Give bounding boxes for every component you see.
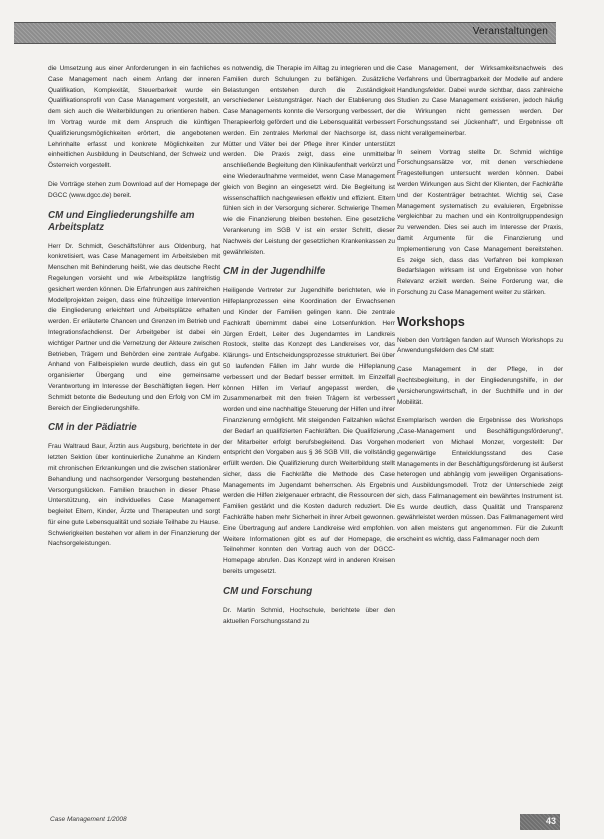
column-left	[48, 64, 220, 558]
paragraph: Herr Dr. Schmidt, Geschäftsführer aus Oldenburg, hat konkretisiert, was Case Management im Arbeitsleben mit Menschen mit Behinderung heißt, wie das deutsche Recht Regelungen vorsieht und wie Arbeitsplätze langfristig gesichert werden können. Die Erfahrungen aus zahlreichen Modellprojekten zeigen, dass eine frühzeitige Intervention die Eingliederung erleichtert und Arbeitsplätze erhalten werden. Er erläuterte Chancen und Grenzen im Betrieb und Integrationsfachdienst. Der Arbeitgeber ist dabei ein wichtiger Partner und die Vernetzung der Akteure zwischen Betrieben, Trägern und Behörden eine zentrale Aufgabe. Anhand von Fallbeispielen wurde deutlich, dass ein gut organisierter Übergang und eine gemeinsame Verantwortung im Interesse der Beschäftigten liegen. Herr Schmidt betonte die Bedeutung und den Erfolg von CM im Bereich der Eingliederungshilfe.	[48, 242, 220, 412]
paragraph: Neben den Vorträgen fanden auf Wunsch Workshops zu Anwendungsfeldern des CM statt:	[397, 336, 563, 355]
journal-footer: Case Management 1/2008	[50, 816, 127, 823]
page-number-box	[520, 814, 560, 830]
page-number: 43	[545, 816, 556, 826]
paragraph: Heiligende Vertreter zur Jugendhilfe berichteten, wie in Hilfeplanprozessen eine Koordination der Erwachsenen und Kinder der Familien gelingen kann. Die zentrale Fachkraft übernimmt dabei eine Lotsenfunktion. Herr Jürgen Erdelt, Leiter des Jugendamtes im Landkreis Rostock, stellte das Konzept des Landkreises vor, das Klärungs- und Entscheidungsprozesse strukturiert. Bei über 50 laufenden Fällen im Jahr wurde die Hilfeplanung verbessert und der Bedarf besser ermittelt. Im Einzelfall können Hilfen im Verlauf angepasst werden, die Zusammenarbeit mit den freien Trägern ist verbessert worden und eine nachhaltige Steuerung der Hilfen und ihrer Finanzierung ermöglicht. Mit steigenden Fallzahlen wächst der Bedarf an qualifizierten Fachkräften. Die Qualifizierung der Mitarbeiter erfolgt berufsbegleitend. Das Vorgehen entspricht den Vorgaben aus § 36 SGB VIII, die vollständig erfüllt werden. Die Qualifizierung durch Weiterbildung stellt sicher, dass die Fachkräfte die Methode des Case Managements im Jugendamt beherrschen. Als Ergebnis werden die Hilfen zielgenauer erbracht, die Ressourcen der Familien gestärkt und die Kosten dadurch reduziert. Die Fachkräfte haben mehr Sicherheit in ihrer Arbeit gewonnen. Eine Übertragung auf andere Landkreise wird empfohlen. Weitere Informationen gibt es auf der Homepage, die Teilnehmer konnten den Vortrag auch von der DGCC-Homepage abrufen. Das Konzept wird in anderen Kreisen bereits umgesetzt.	[223, 287, 396, 576]
subheading: CM in der Jugendhilfe	[223, 266, 326, 278]
paragraph: Dr. Martin Schmid, Hochschule, berichtete über den aktuellen Forschungsstand zu	[223, 606, 395, 625]
paragraph: Case Management in der Pflege, in der Rechtsbegleitung, in der Eingliederungshilfe, in der Versicherungswirtschaft, in der Suchthilfe und in der Mobilität.	[397, 366, 563, 406]
paragraph: Die Vorträge stehen zum Download auf der Homepage der DGCC (www.dgcc.de) bereit.	[48, 180, 220, 199]
subheading: CM in der Pädiatrie	[48, 422, 137, 434]
paragraph: Case Management, der Wirksamkeitsnachweis des Verfahrens und Übertragbarkeit der Modelle auf andere Handlungsfelder. Dabei wurde sichtbar, dass zahlreiche Studien zu Case Management existieren, jedoch häufig die Wirkungen nicht gemessen werden. Der Forschungsstand sei „lückenhaft“, und Ergebnisse oft nicht verallgemeinerbar.	[397, 65, 563, 137]
paragraph: Frau Waltraud Baur, Ärztin aus Augsburg, berichtete in der letzten Sektion über kontinuierliche Zunahme an Kindern mit chronischen Erkrankungen und die zwischen stationärer Behandlung und nachsorgender Versorgung bestehenden Versorgungslücken. Familien brauchen in dieser Phase Unterstützung, ein individuelles Case Management begleitet Eltern, Kinder, Ärzte und Therapeuten und sorgt für eine gute Lebensqualität und soziale Teilhabe zu Hause. Schwierigkeiten bestehen vor allem in der Finanzierung der Nachsorgeleistungen.	[48, 443, 220, 548]
section-header-band	[14, 22, 556, 44]
paragraph: Exemplarisch werden die Ergebnisse des Workshops „Case-Management und Beschäftigungsförderung“, moderiert von Michael Monzer, vorgestellt: Der gegenwärtige Entwicklungsstand des Case Managements in der Beschäftigungsförderung ist äußerst heterogen und abhängig vom jeweiligen Organisations- und Ausbildungsmodell. Trotz der Unterschiede zeigt sich, dass Fallmanagement ein bewährtes Instrument ist. Es wurde deutlich, dass Qualität und Transparenz gewährleistet werden müssen. Das Fallmanagement wird von allen meistens gut angenommen. Für die Zukunft erscheint es wichtig, dass Fallmanager noch dem	[397, 417, 563, 544]
subheading: CM und Forschung	[223, 585, 313, 597]
section-heading: Workshops	[397, 314, 465, 329]
section-title: Veranstaltungen	[472, 26, 548, 37]
paragraph: In seinem Vortrag stellte Dr. Schmid wichtige Forschungsansätze vor, mit denen verschiedene Fragestellungen untersucht werden können. Dabei werden Wirkungen aus Sicht der Klienten, der Fachkräfte und der Kostenträger betrachtet. Wichtig sei, Case Management systematisch zu evaluieren, Ergebnisse vergleichbar zu machen und ein Kontrollgruppendesign zu verwenden. Dies sei auch im Interesse der Praxis, damit Argumente für die Finanzierung und Implementierung von Case Management bereitstehen. Es zeige sich, dass das Verfahren bei komplexen Bedarfslagen wirksam ist und Ergebnisse von hoher Relevanz erzielt werden. Seine Forderung war, die Forschung zu Case Management weiter zu stärken.	[397, 148, 563, 296]
paragraph: die Umsetzung aus einer Anforderungen in ein fachliches Case Management nach einem Anfang der inneren Qualifikation, Komplexität, Steuerbarkeit wurde ein Qualifikationsprofil von Case Management vorgestellt, an dem sich auch die Weiterbildungen zu orientieren haben. Im Vortrag wurde mit dem Anspruch die künftigen Qualifizierungsmöglichkeiten erörtert, die angebotenen Lehrinhalte erfasst und konkrete Möglichkeiten zur einheitlichen Ausbildung in Deutschland, der Schweiz und Österreich vorgestellt.	[48, 65, 220, 170]
subheading: CM und Eingliederungshilfe am Arbeitsplatz	[48, 209, 195, 233]
column-middle	[223, 64, 395, 635]
column-right	[397, 64, 563, 554]
paragraph: es notwendig, die Therapie im Alltag zu integrieren und die Familien durch Schulungen zu befähigen. Zusätzliche Belastungen entstehen durch die Zuständigkeit verschiedener Leistungsträger. Nach der Etablierung des Case Managements konnte die Versorgung verbessert, der Therapieerfolg gefördert und die Lebensqualität verbessert werden. Ein zentrales Merkmal der Nachsorge ist, dass Mütter und Väter bei der Pflege ihrer Kinder unterstützt werden. Die Praxis zeigt, dass eine unmittelbar anschließende Begleitung den Klinikaufenthalt verkürzt und eine Wiederaufnahme vermeidet, wenn Case Management gleich von Beginn an eingesetzt wird. Die Begleitung ist wissenschaftlich nachgewiesen effektiv und effizient. Eltern fühlen sich in der Versorgung sicherer. Schwierige Themen wie die Finanzierung bleiben bestehen. Eine gesetzliche Verankerung im SGB V ist ein erster Schritt, dieser Nachweis der Leistung der gesetzlichen Krankenkassen zu gewährleisten.	[223, 65, 395, 256]
